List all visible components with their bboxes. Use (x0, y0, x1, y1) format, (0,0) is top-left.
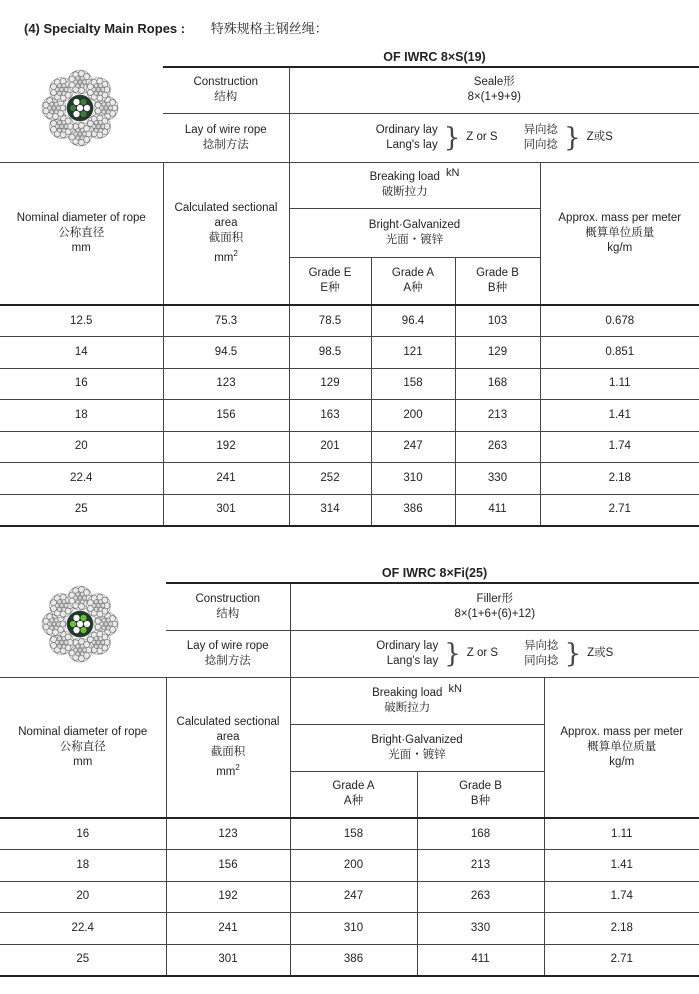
breaking-load-cell: 330 (455, 463, 540, 495)
spec-table-2 (0, 582, 699, 977)
mass-cell: 1.74 (540, 431, 699, 463)
mass-cell: 1.74 (544, 881, 699, 913)
area-cell: 301 (163, 494, 289, 526)
mass-cell: 1.41 (544, 850, 699, 882)
table-row (0, 431, 699, 463)
bright-galvanized-header: Bright·Galvanized 光面・镀锌 (289, 208, 540, 257)
diameter-cell: 16 (0, 368, 163, 400)
breaking-load-cell: 163 (289, 400, 371, 432)
lay-value: Ordinary lay Lang's lay } Z or S 异向捻 同向捻 } Z或S (289, 113, 699, 162)
table-row (0, 463, 699, 495)
area-cell: 241 (163, 463, 289, 495)
breaking-load-cell: 129 (455, 337, 540, 369)
table-row (0, 944, 699, 976)
construction-label: Construction 结构 (166, 583, 290, 630)
construction-label: Construction 结构 (163, 67, 289, 113)
table-row (0, 400, 699, 432)
breaking-load-cell: 263 (455, 431, 540, 463)
area-header: Calculated sectional area 截面积 $mm^2$ (166, 677, 290, 818)
mass-cell: 1.11 (540, 368, 699, 400)
mass-header: Approx. mass per meter 概算单位质量 kg/m (540, 162, 699, 305)
area-cell: 156 (166, 850, 290, 882)
lay-label: Lay of wire rope 捻制方法 (184, 123, 267, 151)
mass-cell: 2.18 (544, 913, 699, 945)
breaking-load-cell: 213 (417, 850, 544, 882)
grade-header: Grade B B种 (455, 257, 540, 305)
breaking-load-cell: 121 (371, 337, 455, 369)
breaking-load-header: Breaking load 破断拉力kN (290, 677, 544, 724)
breaking-load-cell: 158 (290, 818, 417, 850)
diameter-cell: 20 (0, 881, 166, 913)
mass-cell: 1.41 (540, 400, 699, 432)
diameter-header: Nominal diameter of rope 公称直径 mm (0, 677, 166, 818)
diameter-cell: 25 (0, 494, 163, 526)
diameter-cell: 12.5 (0, 305, 163, 337)
breaking-load-header: Breaking load 破断拉力kN (289, 162, 540, 208)
diameter-cell: 22.4 (0, 463, 163, 495)
model-title-1: OF IWRC 8×S(19) (383, 50, 486, 64)
area-cell: 192 (166, 881, 290, 913)
grade-header: Grade E E种 (289, 257, 371, 305)
diameter-cell: 18 (0, 400, 163, 432)
area-cell: 123 (166, 818, 290, 850)
breaking-load-cell: 201 (289, 431, 371, 463)
heading-en: (4) Specialty Main Ropes : (24, 21, 186, 36)
area-cell: 301 (166, 944, 290, 976)
area-cell: 123 (163, 368, 289, 400)
area-cell: 192 (163, 431, 289, 463)
table-row (0, 913, 699, 945)
diameter-cell: 16 (0, 818, 166, 850)
diameter-cell: 25 (0, 944, 166, 976)
breaking-load-cell: 314 (289, 494, 371, 526)
bright-galvanized-header: Bright·Galvanized 光面・镀锌 (290, 724, 544, 771)
breaking-load-cell: 252 (289, 463, 371, 495)
diameter-cell: 22.4 (0, 913, 166, 945)
mass-cell: 0.678 (540, 305, 699, 337)
construction-value: Seale形 8×(1+9+9) (289, 67, 699, 113)
breaking-load-cell: 200 (290, 850, 417, 882)
breaking-load-cell: 263 (417, 881, 544, 913)
breaking-load-cell: 168 (417, 818, 544, 850)
breaking-load-cell: 310 (290, 913, 417, 945)
breaking-load-cell: 168 (455, 368, 540, 400)
breaking-load-cell: 247 (371, 431, 455, 463)
breaking-load-cell: 200 (371, 400, 455, 432)
breaking-load-cell: 310 (371, 463, 455, 495)
table-row (0, 494, 699, 526)
breaking-load-cell: 103 (455, 305, 540, 337)
breaking-load-cell: 386 (290, 944, 417, 976)
diameter-cell: 14 (0, 337, 163, 369)
breaking-load-cell: 213 (455, 400, 540, 432)
area-cell: 156 (163, 400, 289, 432)
table-row (0, 850, 699, 882)
grade-header: Grade A A种 (371, 257, 455, 305)
breaking-load-cell: 96.4 (371, 305, 455, 337)
page-heading (24, 18, 328, 37)
breaking-load-cell: 247 (290, 881, 417, 913)
table-row (0, 881, 699, 913)
breaking-load-cell: 330 (417, 913, 544, 945)
table-row (0, 305, 699, 337)
breaking-load-cell: 386 (371, 494, 455, 526)
lay-value: Ordinary lay Lang's lay } Z or S 异向捻 同向捻 } Z或S (290, 630, 699, 677)
breaking-load-cell: 129 (289, 368, 371, 400)
area-cell: 241 (166, 913, 290, 945)
diameter-cell: 18 (0, 850, 166, 882)
diameter-cell: 20 (0, 431, 163, 463)
heading-zh: 特殊规格主钢丝绳： (210, 21, 328, 36)
breaking-load-cell: 411 (417, 944, 544, 976)
mass-cell: 2.71 (544, 944, 699, 976)
mass-cell: 2.18 (540, 463, 699, 495)
table-row (0, 337, 699, 369)
table-row (0, 818, 699, 850)
breaking-load-cell: 411 (455, 494, 540, 526)
spec-table-1 (0, 66, 699, 527)
breaking-load-cell: 158 (371, 368, 455, 400)
grade-header: Grade A A种 (290, 771, 417, 818)
model-title-2: OF IWRC 8×Fi(25) (381, 566, 488, 580)
mass-cell: 2.71 (540, 494, 699, 526)
construction-value: Filler形 8×(1+6+(6)+12) (290, 583, 699, 630)
mass-cell: 0.851 (540, 337, 699, 369)
lay-label: Lay of wire rope 捻制方法 (186, 639, 269, 667)
mass-cell: 1.11 (544, 818, 699, 850)
table-row (0, 368, 699, 400)
breaking-load-cell: 98.5 (289, 337, 371, 369)
breaking-load-cell: 78.5 (289, 305, 371, 337)
mass-header: Approx. mass per meter 概算单位质量 kg/m (544, 677, 699, 818)
area-cell: 75.3 (163, 305, 289, 337)
area-header: Calculated sectional area 截面积 $mm^2$ (163, 162, 289, 305)
diameter-header: Nominal diameter of rope 公称直径 mm (0, 162, 163, 305)
area-cell: 94.5 (163, 337, 289, 369)
grade-header: Grade B B种 (417, 771, 544, 818)
